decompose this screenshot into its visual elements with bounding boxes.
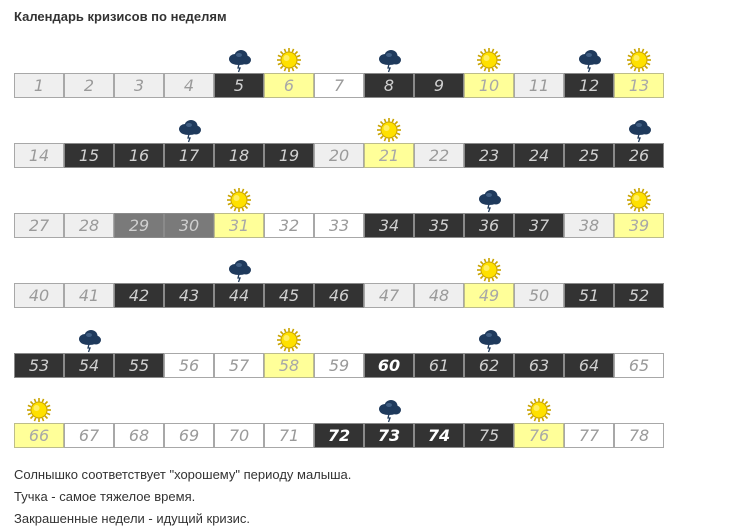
sun-icon [626, 47, 652, 73]
page-title: Календарь кризисов по неделям [14, 9, 227, 24]
week-cell-16: 16 [114, 143, 164, 168]
legend-cloud-text: Тучка - самое тяжелое время. [14, 489, 196, 504]
week-cell-49: 49 [464, 283, 514, 308]
week-cell-62: 62 [464, 353, 514, 378]
week-cell-67: 67 [64, 423, 114, 448]
week-cell-21: 21 [364, 143, 414, 168]
week-cell-70: 70 [214, 423, 264, 448]
sun-icon [526, 397, 552, 423]
week-cell-39: 39 [614, 213, 664, 238]
week-cell-61: 61 [414, 353, 464, 378]
week-cell-25: 25 [564, 143, 614, 168]
week-cell-14: 14 [14, 143, 64, 168]
week-cell-59: 59 [314, 353, 364, 378]
sun-icon [476, 47, 502, 73]
sun-icon [26, 397, 52, 423]
week-cell-77: 77 [564, 423, 614, 448]
week-cell-36: 36 [464, 213, 514, 238]
storm-cloud-icon [226, 47, 252, 73]
week-cell-46: 46 [314, 283, 364, 308]
week-cell-58: 58 [264, 353, 314, 378]
week-cell-75: 75 [464, 423, 514, 448]
week-cell-33: 33 [314, 213, 364, 238]
week-cell-74: 74 [414, 423, 464, 448]
week-cell-66: 66 [14, 423, 64, 448]
week-cell-68: 68 [114, 423, 164, 448]
week-cell-30: 30 [164, 213, 214, 238]
week-cell-5: 5 [214, 73, 264, 98]
week-cell-12: 12 [564, 73, 614, 98]
week-cell-47: 47 [364, 283, 414, 308]
storm-cloud-icon [626, 117, 652, 143]
week-cell-52: 52 [614, 283, 664, 308]
legend-filled-text: Закрашенные недели - идущий кризис. [14, 511, 251, 526]
week-cell-15: 15 [64, 143, 114, 168]
week-cell-3: 3 [114, 73, 164, 98]
week-cell-42: 42 [114, 283, 164, 308]
week-cell-69: 69 [164, 423, 214, 448]
week-cell-78: 78 [614, 423, 664, 448]
week-cell-22: 22 [414, 143, 464, 168]
week-cell-6: 6 [264, 73, 314, 98]
week-cell-13: 13 [614, 73, 664, 98]
week-cell-27: 27 [14, 213, 64, 238]
week-cell-60: 60 [364, 353, 414, 378]
storm-cloud-icon [376, 397, 402, 423]
week-cell-26: 26 [614, 143, 664, 168]
storm-cloud-icon [176, 117, 202, 143]
week-cell-32: 32 [264, 213, 314, 238]
sun-icon [376, 117, 402, 143]
week-cell-20: 20 [314, 143, 364, 168]
week-cell-7: 7 [314, 73, 364, 98]
week-cell-28: 28 [64, 213, 114, 238]
week-cell-35: 35 [414, 213, 464, 238]
week-cell-2: 2 [64, 73, 114, 98]
week-cell-64: 64 [564, 353, 614, 378]
week-cell-51: 51 [564, 283, 614, 308]
week-cell-57: 57 [214, 353, 264, 378]
week-cell-71: 71 [264, 423, 314, 448]
week-cell-41: 41 [64, 283, 114, 308]
week-cell-4: 4 [164, 73, 214, 98]
week-cell-53: 53 [14, 353, 64, 378]
storm-cloud-icon [376, 47, 402, 73]
week-cell-29: 29 [114, 213, 164, 238]
week-cell-54: 54 [64, 353, 114, 378]
week-cell-72: 72 [314, 423, 364, 448]
sun-icon [276, 327, 302, 353]
week-cell-34: 34 [364, 213, 414, 238]
week-cell-43: 43 [164, 283, 214, 308]
week-cell-10: 10 [464, 73, 514, 98]
week-cell-63: 63 [514, 353, 564, 378]
week-cell-8: 8 [364, 73, 414, 98]
week-cell-31: 31 [214, 213, 264, 238]
week-cell-40: 40 [14, 283, 64, 308]
week-cell-38: 38 [564, 213, 614, 238]
legend-sun-text: Солнышко соответствует "хорошему" периоду малыша. [14, 467, 352, 482]
week-cell-56: 56 [164, 353, 214, 378]
storm-cloud-icon [76, 327, 102, 353]
sun-icon [276, 47, 302, 73]
week-cell-65: 65 [614, 353, 664, 378]
week-cell-23: 23 [464, 143, 514, 168]
storm-cloud-icon [476, 187, 502, 213]
week-cell-19: 19 [264, 143, 314, 168]
sun-icon [626, 187, 652, 213]
week-cell-55: 55 [114, 353, 164, 378]
week-cell-76: 76 [514, 423, 564, 448]
week-cell-44: 44 [214, 283, 264, 308]
week-cell-50: 50 [514, 283, 564, 308]
week-cell-24: 24 [514, 143, 564, 168]
storm-cloud-icon [476, 327, 502, 353]
storm-cloud-icon [226, 257, 252, 283]
week-cell-45: 45 [264, 283, 314, 308]
sun-icon [476, 257, 502, 283]
week-cell-1: 1 [14, 73, 64, 98]
week-cell-73: 73 [364, 423, 414, 448]
week-cell-48: 48 [414, 283, 464, 308]
week-cell-17: 17 [164, 143, 214, 168]
week-cell-37: 37 [514, 213, 564, 238]
storm-cloud-icon [576, 47, 602, 73]
week-cell-9: 9 [414, 73, 464, 98]
sun-icon [226, 187, 252, 213]
week-cell-11: 11 [514, 73, 564, 98]
week-cell-18: 18 [214, 143, 264, 168]
